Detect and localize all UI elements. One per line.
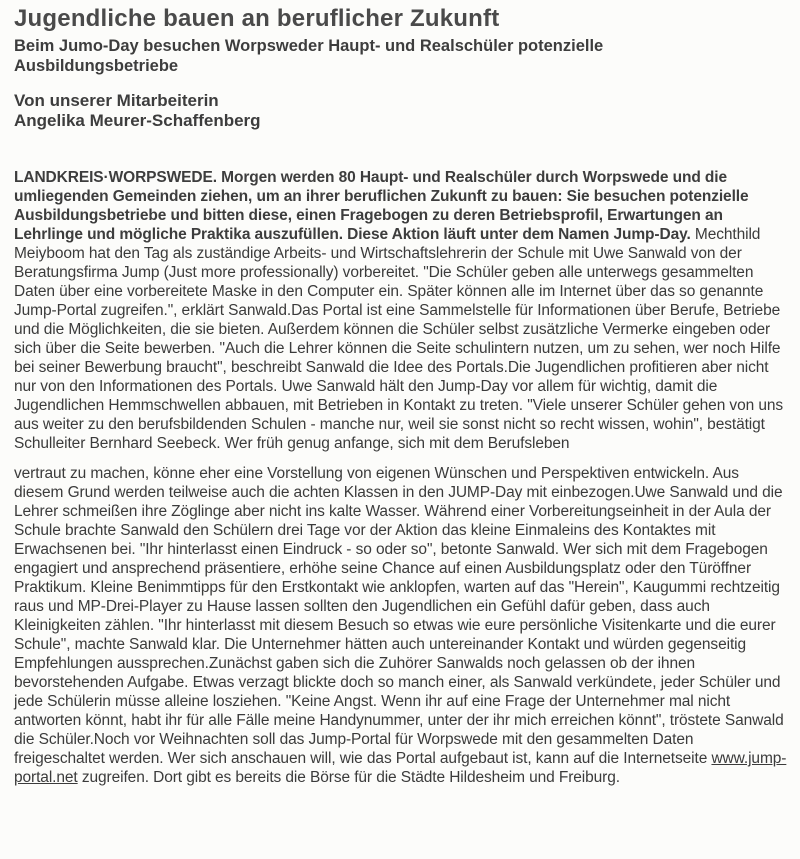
- article-subtitle: Beim Jumo-Day besuchen Worpsweder Haupt- und Realschüler potenzielle Ausbildungsbetriebe: [14, 37, 604, 75]
- jump-portal-link[interactable]: www.jump-portal.net: [14, 750, 787, 786]
- paragraph-1-text: Mechthild Meiyboom hat den Tag als zuständige Arbeits- und Wirtschaftslehrerin der Schule mit Uwe Sanwald von der Beratungsfirma Jump (Just more professionally) vorbereitet. "Die Schüler geben alle unterwegs gesammelten Daten über eine vorbereitete Maske in den Computer ein. Später können alle im Internet über das so genannte Jump-Portal zugreifen.", erklärt Sanwald.Das Portal ist eine Sammelstelle für Informationen über Berufe, Betriebe und die Möglichkeiten, die sie bieten. Außerdem können die Schüler selbst zusätzliche Vermerke eingeben oder sich über die Seite bewerben. "Auch die Lehrer können die Seite schulintern nutzen, um zu sehen, wer noch Hilfe bei seiner Bewerbung braucht", beschreibt Sanwald die Idee des Portals.Die Jugendlichen profitieren aber nicht nur von den Informationen des Portals. Uwe Sanwald hält den Jump-Day vor allem für wichtig, damit die Jugendlichen Hemmschwellen abbauen, mit Betrieben in Kontakt zu treten. "Viele unserer Schüler gehen von uns aus weiter zu den berufsbildenden Schulen - manche nur, weil sie sonst nicht so recht wissen, wohin", bestätigt Schulleiter Bernhard Seebeck. Wer früh genug anfange, sich mit dem Berufsleben: [14, 226, 784, 452]
- paragraph-2-pre-link-text: vertraut zu machen, könne eher eine Vorstellung von eigenen Wünschen und Perspektiven entwickeln. Aus diesem Grund werden teilweise auch die achten Klassen in den JUMP-Day mit einbezogen.Uwe Sanwald und die Lehrer schmeißen ihre Zöglinge aber nicht ins kalte Wasser. Während einer Vorbereitungseinheit in der Aula der Schule brachte Sanwald den Schülern drei Tage vor der Aktion das kleine Einmaleins des Kontaktes mit Erwachsenen bei. "Ihr hinterlasst einen Eindruck - so oder so", betonte Sanwald. Wer sich mit dem Fragebogen engagiert und ansprechend präsentiere, erhöhe seine Chance auf einen Ausbildungsplatz oder den Türöffner Praktikum. Kleine Benimmtipps für den Erstkontakt wie anklopfen, warten auf das "Herein", Kaugummi rechtzeitig raus und MP-Drei-Player zu Hause lassen sollten den Jugendlichen ein Gefühl dafür geben, dass auch Kleinigkeiten zählen. "Ihr hinterlasst mit diesem Besuch so etwas wie eure persönliche Visitenkarte und die eurer Schule", machte Sanwald klar. Die Unternehmer hätten auch untereinander Kontakt und würden gegenseitig Empfehlungen aussprechen.Zunächst gaben sich die Zuhörer Sanwalds noch gelassen ob der ihnen bevorstehenden Aufgabe. Etwas verzagt blickte doch so manch einer, als Sanwald verkündete, jeder Schüler und jede Schülerin müsse alleine losziehen. "Keine Angst. Wenn ihr auf eine Frage der Unternehmer mal nicht antworten könnt, habt ihr für alle Fälle meine Handynummer, unter der ihr mich erreichen könnt", tröstete Sanwald die Schüler.Noch vor Weihnachten soll das Jump-Portal für Worpswede mit den gesammelten Daten freigeschaltet werden. Wer sich anschauen will, wie das Portal aufgebaut ist, kann auf die Internetseite: [14, 465, 784, 767]
- paragraph-2: [14, 464, 788, 787]
- byline: [14, 91, 788, 131]
- byline-role: Von unserer Mitarbeiterin: [14, 91, 219, 110]
- lead-bold-text: LANDKREIS·WORPSWEDE. Morgen werden 80 Haupt- und Realschüler durch Worpswede und die umliegenden Gemeinden ziehen, um an ihrer beruflichen Zukunft zu bauen: Sie besuchen potenzielle Ausbildungsbetriebe und bitten diese, einen Fragebogen zu deren Betriebsprofil, Erwartungen an Lehrlinge und mögliche Praktika auszufüllen. Diese Aktion läuft unter dem Namen Jump-Day.: [14, 169, 749, 243]
- paragraph-2-post-link-text: zugreifen. Dort gibt es bereits die Börse für die Städte Hildesheim und Freiburg.: [77, 769, 620, 786]
- article-title: Jugendliche bauen an beruflicher Zukunft: [14, 5, 500, 32]
- paragraph-1: [14, 168, 788, 453]
- byline-author: Angelika Meurer-Schaffenberg: [14, 111, 261, 130]
